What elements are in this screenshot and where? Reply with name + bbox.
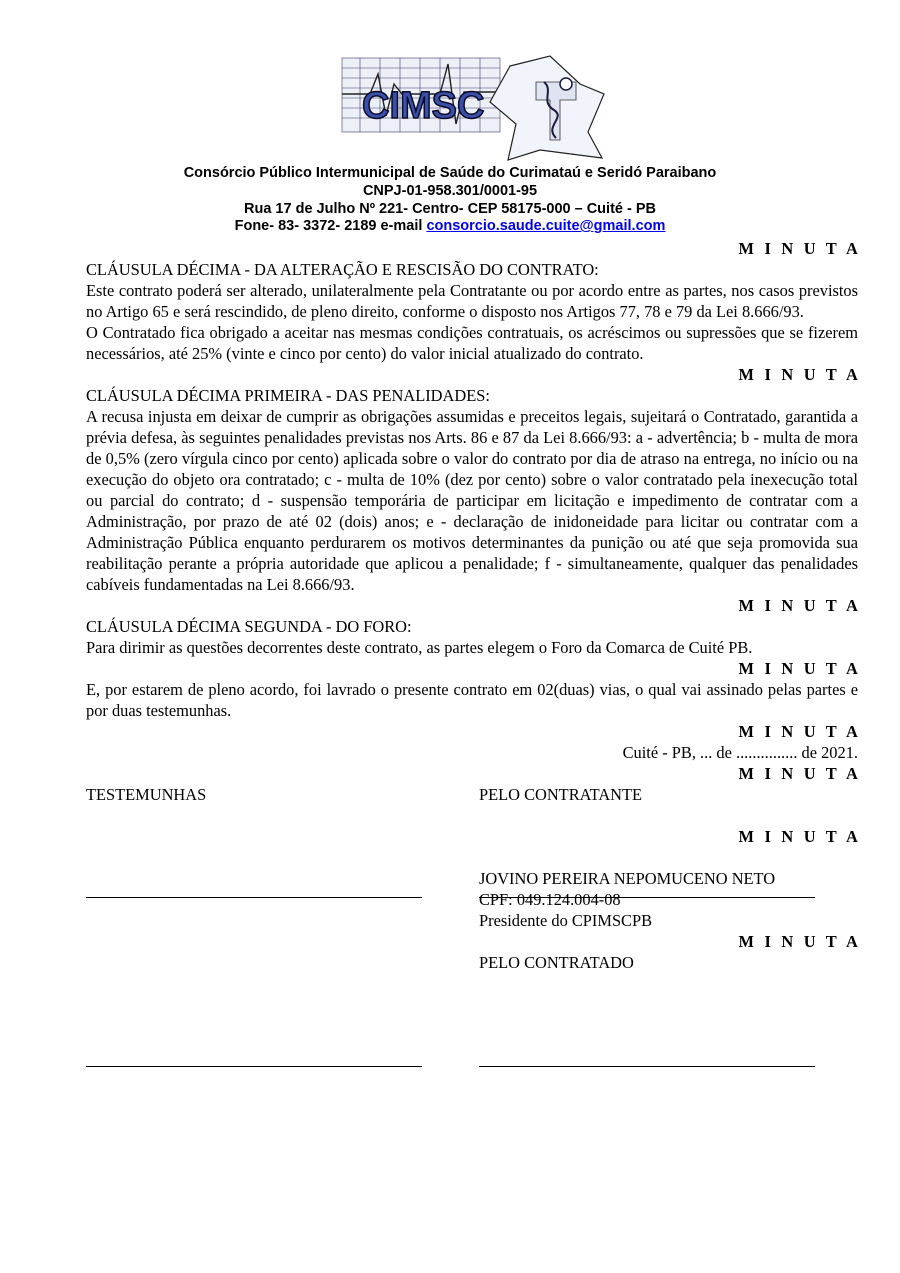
witnesses-label: TESTEMUNHAS	[86, 785, 207, 804]
contratado-signature-line	[479, 1066, 815, 1067]
logo-text: CIMSC	[362, 85, 485, 127]
contratante-label: PELO CONTRATANTE	[479, 785, 643, 804]
date-line: Cuité - PB, ... de ............... de 2021.	[622, 743, 858, 762]
minuta-mark: M I N U T A	[738, 932, 861, 951]
org-contact	[0, 217, 900, 235]
minuta-mark: M I N U T A	[738, 596, 861, 615]
clause-title: CLÁUSULA DÉCIMA - DA ALTERAÇÃO E RESCISÃO DO CONTRATO:	[86, 260, 599, 279]
contract-body	[86, 238, 861, 973]
clause-paragraph: Para dirimir as questões decorrentes deste contrato, as partes elegem o Foro da Comarca de Cuité PB.	[86, 638, 753, 657]
witness-signature-line-2	[86, 1066, 422, 1067]
signature-labels	[86, 784, 858, 805]
contratante-signature-line	[479, 897, 815, 898]
clause-title: CLÁUSULA DÉCIMA SEGUNDA - DO FORO:	[86, 617, 412, 636]
cimsc-logo	[340, 54, 608, 162]
clause-paragraph: A recusa injusta em deixar de cumprir as obrigações assumidas e preceitos legais, sujeitará o Contratado, garantida a prévia defesa, às seguintes penalidades previstas nos Arts. 86 e 87 da Lei 8.666/93: a - advertência; b - multa de mora de 0,5% (zero vírgula cinco por cento) aplicada sobre o valor do contrato por dia de atraso na entrega, no início ou na execução do objeto ora contratado; c - multa de 10% (dez por cento) sobre o valor contratado pela inexecução total ou parcial do contrato; d - suspensão temporária de participar em licitação e impedimento de contratar com a Administração, por prazo de até 02 (dois) anos; e - declaração de inidoneidade para licitar ou contratar com a Administração Pública enquanto perdurarem os motivos determinantes da punição ou até que seja promovida sua reabilitação perante a própria autoridade que aplicou a penalidade; f - simultaneamente, qualquer das penalidades cabíveis fundamentadas na Lei 8.666/93.	[86, 407, 858, 594]
minuta-mark: M I N U T A	[738, 722, 861, 741]
signer-cpf: CPF: 049.124.004-08	[479, 890, 621, 909]
minuta-mark: M I N U T A	[738, 365, 861, 384]
org-name: Consórcio Público Intermunicipal de Saúde do Curimataú e Seridó Paraibano	[183, 165, 717, 181]
minuta-mark: M I N U T A	[738, 659, 861, 678]
clause-paragraph: Este contrato poderá ser alterado, unilateralmente pela Contratante ou por acordo entre as partes, nos casos previstos no Artigo 65 e será rescindido, de pleno direito, conforme o disposto nos Artigos 77, 78 e 79 da Lei 8.666/93.	[86, 281, 858, 321]
org-address: Rua 17 de Julho Nº 221- Centro- CEP 58175-000 – Cuité - PB	[244, 201, 656, 217]
minuta-mark: M I N U T A	[738, 827, 861, 846]
witness-signature-line-1	[86, 897, 422, 898]
signer-role: Presidente do CPIMSCPB	[479, 911, 653, 930]
minuta-mark: M I N U T A	[738, 764, 861, 783]
email-link[interactable]: consorcio.saude.cuite@gmail.com	[426, 218, 666, 234]
closing-paragraph: E, por estarem de pleno acordo, foi lavrado o presente contrato em 02(duas) vias, o qual vai assinado pelas partes e por duas testemunhas.	[86, 680, 858, 720]
clause-paragraph: O Contratado fica obrigado a aceitar nas mesmas condições contratuais, os acréscimos ou supressões que se fizerem necessários, até 25% (vinte e cinco por cento) do valor inicial atualizado do contrato.	[86, 323, 858, 363]
org-phone: Fone- 83- 3372- 2189 e-mail	[234, 218, 427, 234]
clause-title: CLÁUSULA DÉCIMA PRIMEIRA - DAS PENALIDADES:	[86, 386, 490, 405]
org-cnpj: CNPJ-01-958.301/0001-95	[362, 183, 538, 199]
contratado-label: PELO CONTRATADO	[479, 953, 634, 972]
minuta-mark: M I N U T A	[738, 239, 861, 258]
signer-name: JOVINO PEREIRA NEPOMUCENO NETO	[479, 869, 776, 888]
